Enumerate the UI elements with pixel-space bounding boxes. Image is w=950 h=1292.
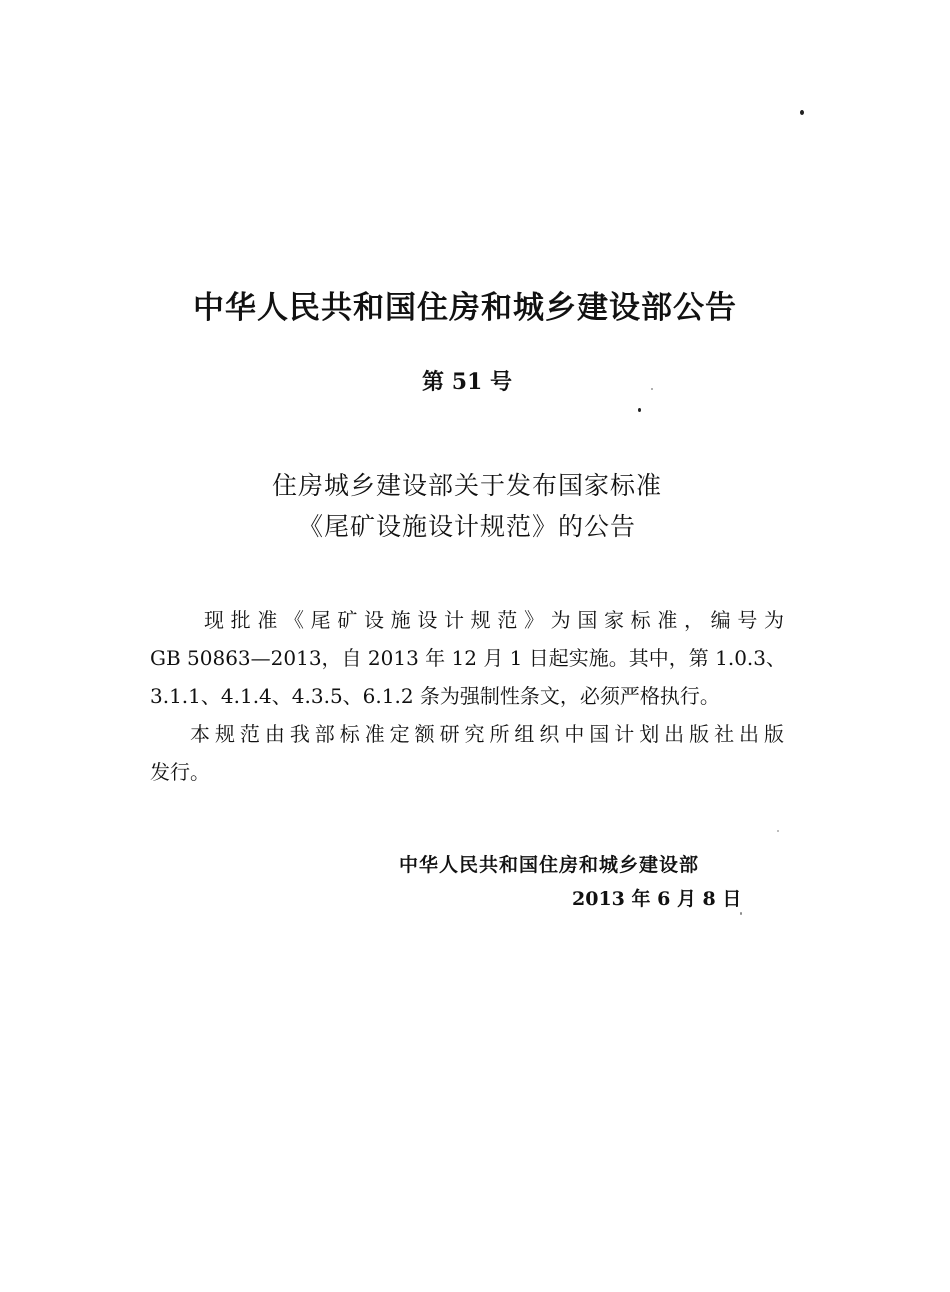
scan-speck [740, 912, 742, 915]
notice-subject-line-1: 住房城乡建设部关于发布国家标准 [271, 471, 662, 500]
signature-organization: 中华人民共和国住房和城乡建设部 [399, 854, 700, 876]
signature-date: 2013 年 6 月 8 日 [572, 888, 742, 910]
scan-speck [777, 830, 779, 832]
paragraph-2-line-2: 发行。 [150, 760, 210, 784]
paragraph-1-line-2: GB 50863—2013，自 2013 年 12 月 1 日起实施。其中，第 1.0.3、 [150, 646, 787, 670]
scan-speck [651, 388, 653, 390]
paragraph-2-line-1: 本规范由我部标准定额研究所组织中国计划出版社出版 [190, 722, 784, 746]
notice-number: 第 51 号 [422, 369, 512, 395]
paragraph-1-line-3: 3.1.1、4.1.4、4.3.5、6.1.2 条为强制性条文，必须严格执行。 [150, 684, 720, 708]
scan-speck [638, 408, 641, 412]
scan-speck [800, 110, 804, 115]
issuer-title: 中华人民共和国住房和城乡建设部公告 [193, 290, 737, 326]
paragraph-1-line-1: 现批准《尾矿设施设计规范》为国家标准，编号为 [204, 608, 784, 632]
notice-subject-line-2: 《尾矿设施设计规范》的公告 [297, 512, 636, 541]
